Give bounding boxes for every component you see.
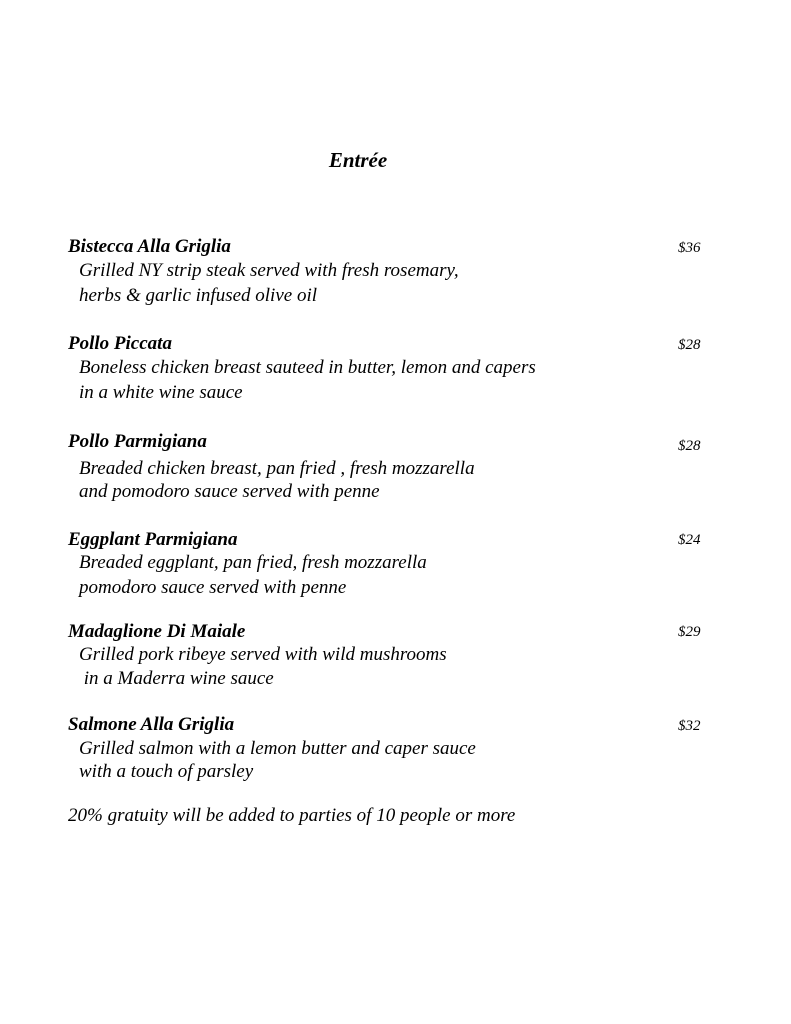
- menu-item-description: and pomodoro sauce served with penne: [79, 481, 380, 502]
- gratuity-note: 20% gratuity will be added to parties of 10 people or more: [68, 805, 516, 826]
- menu-item-name: Salmone Alla Griglia: [68, 714, 235, 735]
- menu-item-price: $36: [678, 240, 701, 256]
- menu-item-name: Pollo Piccata: [68, 333, 172, 354]
- menu-item-description: herbs & garlic infused olive oil: [79, 285, 318, 306]
- menu-item-description: pomodoro sauce served with penne: [79, 577, 347, 598]
- menu-item-name: Madaglione Di Maiale: [68, 621, 246, 642]
- menu-item-description: Grilled salmon with a lemon butter and caper sauce: [79, 738, 476, 759]
- menu-item-name: Eggplant Parmigiana: [68, 529, 238, 550]
- menu-item-description: in a white wine sauce: [79, 382, 243, 403]
- menu-item-description: Grilled pork ribeye served with wild mushrooms: [79, 644, 447, 665]
- menu-item-description: Breaded eggplant, pan fried, fresh mozzarella: [79, 552, 427, 573]
- menu-item-description: Boneless chicken breast sauteed in butter, lemon and capers: [79, 357, 536, 378]
- menu-title: Entrée: [328, 148, 388, 172]
- menu-item-name: Bistecca Alla Griglia: [68, 236, 231, 257]
- menu-item-description: in a Maderra wine sauce: [79, 668, 274, 689]
- menu-item-price: $32: [678, 718, 701, 734]
- menu-item-price: $29: [678, 624, 701, 640]
- menu-item-description: with a touch of parsley: [79, 761, 254, 782]
- menu-item-price: $28: [678, 438, 701, 454]
- menu-item-description: Breaded chicken breast, pan fried , fresh mozzarella: [79, 458, 475, 479]
- menu-item-price: $24: [678, 532, 701, 548]
- menu-item-description: Grilled NY strip steak served with fresh rosemary,: [79, 260, 459, 281]
- menu-item-name: Pollo Parmigiana: [68, 431, 207, 452]
- menu-item-price: $28: [678, 337, 701, 353]
